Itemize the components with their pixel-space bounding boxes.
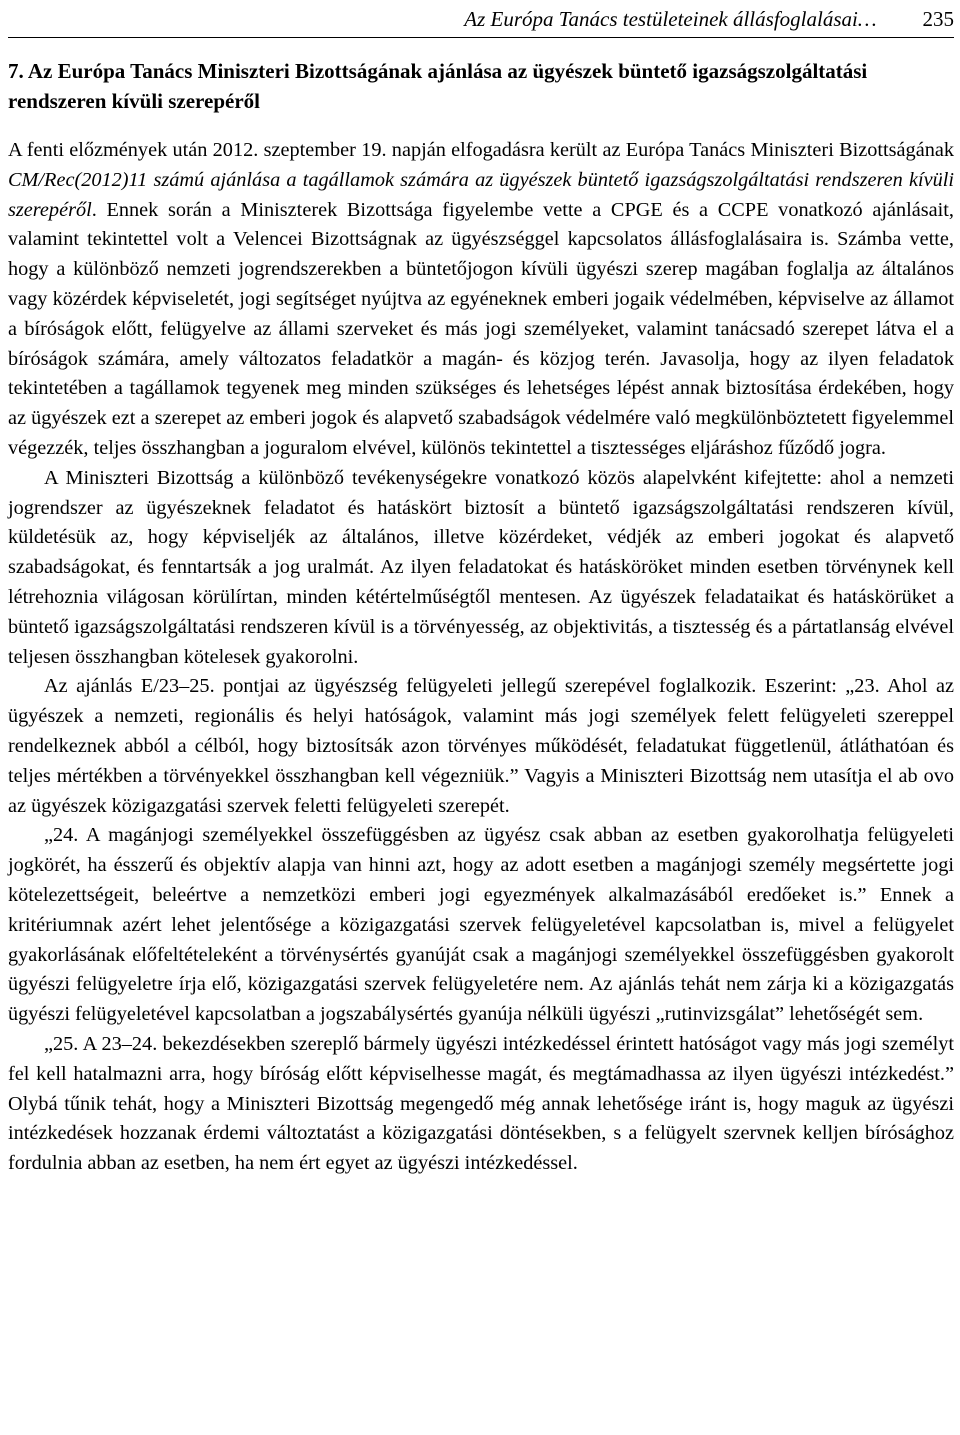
running-header	[8, 4, 954, 34]
paragraph-4: „24. A magánjogi személyekkel összefüggésben az ügyész csak abban az esetben gyakorolhatja felügyeleti jogkörét, ha ésszerű és objektív alapja van hinni azt, hogy az adott esetben a magánjogi személy megsértette jogi kötelezettségeit, beleértve a nemzetközi emberi jogi egyezmények alkalmazásából eredőeket is.” Ennek a kritériumnak azért lehet jelentősége a közigazgatási szervek felügyeletével kapcsolatban is, mivel a felügyelet gyakorlásának előfeltételeként a törvénysértés gyanúját csak a magánjogi személyekkel összefüggésben gyakorolt ügyészi felügyeletre írja elő, közigazgatási szervek felügyeletére nem. Az ajánlás tehát nem zárja ki a közigazgatás ügyészi felügyeletével kapcsolatban a jogszabálysértés gyanúja nélküli ügyészi „rutinvizsgálat” lehetőségét sem.	[8, 824, 954, 1026]
page-number: 235	[922, 7, 954, 31]
running-title: Az Európa Tanács testületeinek állásfoglalásai…	[464, 7, 877, 31]
paragraph-1-lead: A fenti előzmények után 2012. szeptember 19. napján elfogadásra került az Európa Tanács Miniszteri Bizottságának	[8, 139, 954, 161]
paragraph-5: „25. A 23–24. bekezdésekben szereplő bármely ügyészi intézkedéssel érintett hatóságot vagy más jogi személyt fel kell hatalmazni arra, hogy bíróság előtt képviselhesse magát, és megtámadhassa az ilyen ügyészi intézkedést.” Olybá tűnik tehát, hogy a Miniszteri Bizottság megengedő még annak lehetősége iránt is, hogy maguk az ügyészi intézkedések hozzanak érdemi változtatást a közigazgatási döntésekben, s a felügyelt szervnek kelljen bírósághoz fordulnia abban az esetben, ha nem ért egyet az ügyészi intézkedéssel.	[8, 1032, 954, 1175]
header-divider	[8, 37, 954, 38]
paragraph-1-tail: . Ennek során a Miniszterek Bizottsága figyelembe vette a CPGE és a CCPE vonatkozó ajánlásait, valamint tekintettel volt a Velencei Bizottságnak az ügyészséggel kapcsolatos állásfoglalásaira is. Számba vette, hogy a különböző nemzeti jogrendszerekben a büntetőjogon kívüli ügyészi szerep magában foglalja az általános vagy közérdek képviseletét, jogi segítséget nyújtva az egyéneknek emberi jogaik védelmében, képviselve az államot a bíróságok előtt, felügyelve az állami szerveket és más jogi személyeket, valamint tanácsadó szerepet látva el a bíróságok számára, amely változatos feladatkör a magán- és közjog terén. Javasolja, hogy az ilyen feladatok tekintetében a tagállamok tegyenek meg minden szükséges és lehetséges lépést annak biztosítása érdekében, hogy az ügyészek ezt a szerepet az emberi jogok és alapvető szabadságok védelmére való megkülönböztetett figyelemmel végezzék, teljes összhangban a joguralom elvével, különös tekintettel a tisztességes eljáráshoz fűződő jogra.	[8, 198, 954, 459]
document-page	[8, 0, 954, 1179]
section-title: 7. Az Európa Tanács Miniszteri Bizottságának ajánlása az ügyészek büntető igazságszolgáltatási rendszeren kívüli szerepéről	[8, 59, 868, 113]
paragraph-1	[8, 136, 954, 464]
paragraph-2: A Miniszteri Bizottság a különböző tevékenységekre vonatkozó közös alapelvként kifejtette: ahol a nemzeti jogrendszer az ügyészeknek feladatot és hatáskört biztosít a büntető igazságszolgáltatási rendszeren kívül, küldetésük az, hogy képviseljék az általános, illetve közérdeket, védjék az emberi jogokat és alapvető szabadságokat, és fenntartsák a jog uralmát. Az ilyen feladatokat és hatásköröket minden esetben törvénynek kell létrehoznia világosan körülírtan, minden kétértelműségtől mentesen. Az ügyészek feladataikat és hatáskörüket a büntető igazságszolgáltatási rendszeren kívül is a törvényesség, az objektivitás, a tisztesség és a pártatlanság elvével teljesen összhangban kötelesek gyakorolni.	[8, 466, 954, 668]
recommendation-title: CM/Rec(2012)11 számú ajánlása a tagállamok számára az ügyészek büntető igazságszolgáltatási rendszeren kívüli szerepéről	[8, 168, 954, 221]
body-text	[8, 136, 954, 1179]
paragraph-3: Az ajánlás E/23–25. pontjai az ügyészség felügyeleti jellegű szerepével foglalkozik. Eszerint: „23. Ahol az ügyészek a nemzeti, regionális és helyi hatóságok, valamint más jogi személyek felett felügyeleti szereppel rendelkeznek abból a célból, hogy biztosítsák azon törvényes működését, feladatukat függetlenül, átláthatóan és teljes mértékben a törvényekkel összhangban kell végezniük.” Vagyis a Miniszteri Bizottság nem utasítja el ab ovo az ügyészek közigazgatási szervek feletti felügyeleti szerepét.	[8, 675, 954, 817]
